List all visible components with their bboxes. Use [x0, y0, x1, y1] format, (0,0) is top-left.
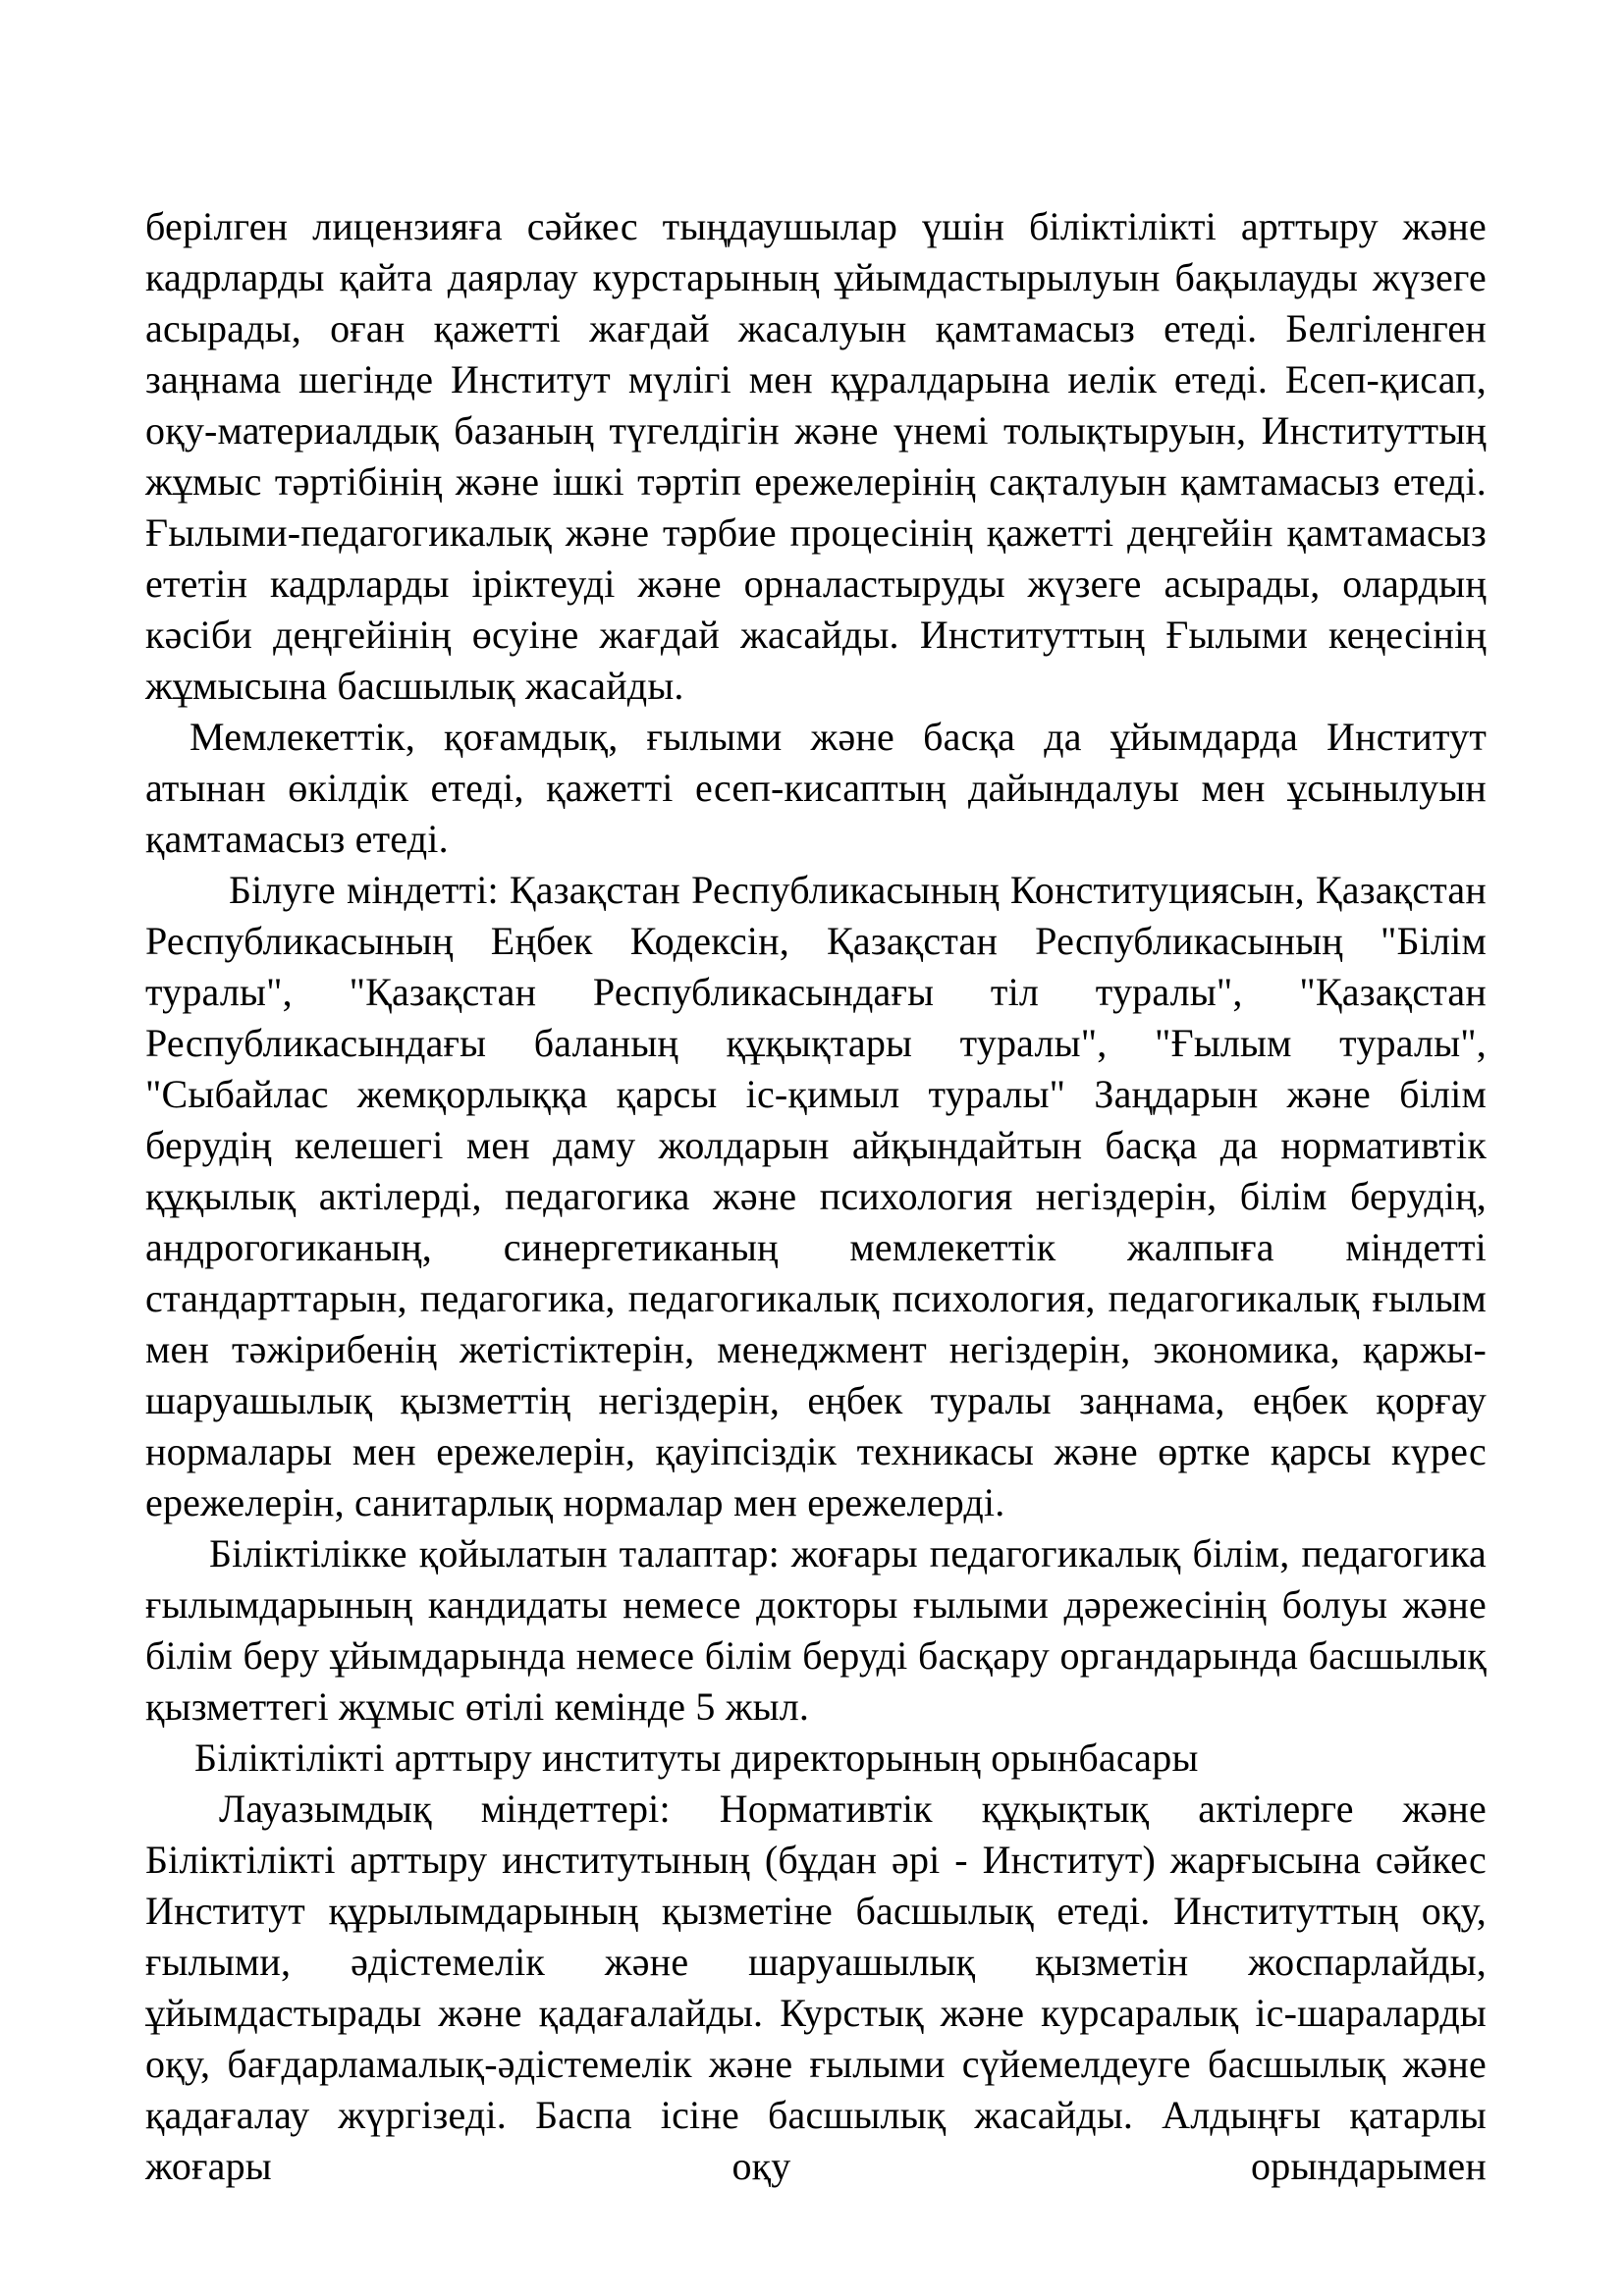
paragraph-duties-continuation: берілген лицензияға сәйкес тыңдаушылар үшін біліктілікті арттыру және кадрларды қайта даярлау курстарының ұйымдастырылуын бақылауды жүзеге асырады, оған қажетті жағдай жасалуын қамтамасыз етеді. Белгіленген заңнама шегінде Институт мүлігі мен құралдарына иелік етеді. Есеп-қисап, оқу-материалдық базаның түгелдігін және үнемі толықтыруын, Институттың жұмыс тәртібінің және ішкі тәртіп ережелерінің сақталуын қамтамасыз етеді. Ғылыми-педагогикалық және тәрбие процесінің қажетті деңгейін қамтамасыз ететін кадрларды іріктеуді және орналастыруды жүзеге асырады, олардың кәсіби деңгейінің өсуіне жағдай жасайды. Институттың Ғылыми кеңесінің жұмысына басшылық жасайды. — [145, 204, 1487, 708]
paragraph-must-know: Білуге міндетті: Қазақстан Республикасының Конституциясын, Қазақстан Республикасының Еңбек Кодексін, Қазақстан Республикасының "Білім туралы", "Қазақстан Республикасындағы тіл туралы", "Қазақстан Республикасындағы баланың құқықтары туралы", "Ғылым туралы", "Сыбайлас жемқорлыққа қарсы іс-қимыл туралы" Заңдарын және білім берудің келешегі мен даму жолдарын айқындайтын басқа да нормативтік құқылық актілерді, педагогика және психология негіздерін, білім берудің, андрогогиканың, синергетиканың мемлекеттік жалпыға міндетті стандарттарын, педагогика, педагогикалық психология, педагогикалық ғылым мен тәжірибенің жетістіктерін, менеджмент негіздерін, экономика, қаржы-шаруашылық қызметтің негіздерін, еңбек туралы заңнама, еңбек қорғау нормалары мен ережелерін, қауіпсіздік техникасы және өртке қарсы күрес ережелерін, санитарлық нормалар мен ережелерді. — [145, 868, 1487, 1524]
paragraph-deputy-duties: Лауазымдық міндеттері: Нормативтік құқықтық актілерге және Біліктілікті арттыру институтының (бұдан әрі - Институт) жарғысына сәйкес Институт құрылымдарының қызметіне басшылық етеді. Институттың оқу, ғылыми, әдістемелік және шаруашылық қызметін жоспарлайды, ұйымдастырады және қадағалайды. Курстық және курсаралық іс-шараларды оқу, бағдарламалық-әдістемелік және ғылыми сүйемелдеуге басшылық және қадағалау жүргізеді. Баспа ісіне басшылық жасайды. Алдыңғы қатарлы жоғары оқу орындарымен — [145, 1787, 1487, 2188]
paragraph-qualification-requirements: Біліктілікке қойылатын талаптар: жоғары педагогикалық білім, педагогика ғылымдарының кандидаты немесе докторы ғылыми дәрежесінің болуы және білім беру ұйымдарында немесе білім беруді басқару органдарында басшылық қызметтегі жұмыс өтілі кемінде 5 жыл. — [145, 1531, 1487, 1729]
paragraph-position-title: Біліктілікті арттыру институты директорының орынбасары — [194, 1735, 1199, 1780]
paragraph-representation: Мемлекеттік, қоғамдық, ғылыми және басқа да ұйымдарда Институт атынан өкілдік етеді, қажетті есеп-кисаптың дайындалуы мен ұсынылуын қамтамасыз етеді. — [145, 715, 1487, 861]
